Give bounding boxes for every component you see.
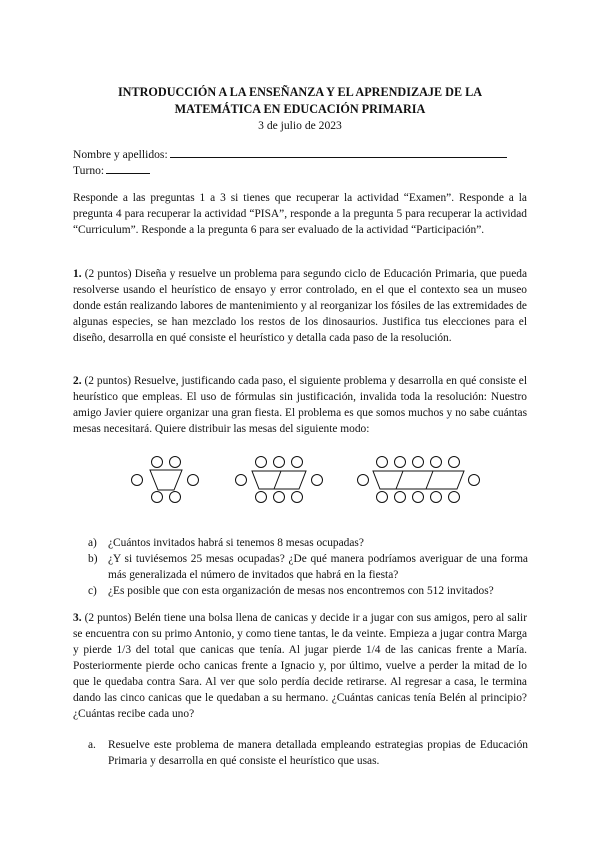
turn-blank-line[interactable] [106,161,150,174]
list-item [88,583,528,599]
turn-field[interactable] [73,161,150,179]
question-2-subquestions [88,535,528,599]
guest-seat [188,475,199,486]
question-2-number: 2. [73,375,82,387]
guest-seat [377,492,388,503]
table-divider [396,471,403,489]
subquestion-text: ¿Cuántos invitados habrá si tenemos 8 mesas ocupadas? [108,537,364,549]
subquestion-text: ¿Y si tuviésemos 25 mesas ocupadas? ¿De qué manera podríamos averiguar de una forma más generalizada el número de invitados que habrá en la fiesta? [108,553,528,581]
guest-seat [274,492,285,503]
list-item [88,551,528,583]
name-label: Nombre y apellidos: [73,148,168,161]
guest-seat [431,492,442,503]
arrangement-3-tables [358,457,480,503]
list-item [88,535,528,551]
table-divider [274,471,281,489]
subquestion-text: ¿Es posible que con esta organización de mesas nos encontremos con 512 invitados? [108,585,494,597]
guest-seat [292,492,303,503]
subquestion-text: Resuelve este problema de manera detallada empleando estrategias propias de Educación Primaria y desarrolla en qué consiste el heurístico que usas. [108,739,528,767]
question-3-subquestions [88,737,528,769]
arrangement-1-table [132,457,199,503]
table-shape [252,471,306,489]
question-3-number: 3. [73,612,82,624]
subquestion-label: a. [88,739,96,751]
guest-seat [292,457,303,468]
title-line-1: INTRODUCCIÓN A LA ENSEÑANZA Y EL APRENDIZAJE DE LA [117,85,483,99]
guest-seat [469,475,480,486]
guest-seat [413,492,424,503]
guest-seat [152,492,163,503]
table-shape [150,470,182,490]
guest-seat [236,475,247,486]
guest-seat [413,457,424,468]
guest-seat [312,475,323,486]
title-line-2: MATEMÁTICA EN EDUCACIÓN PRIMARIA [174,102,426,116]
guest-seat [170,492,181,503]
exam-date: 3 de julio de 2023 [258,119,342,132]
guest-seat [449,457,460,468]
table-arrangement-diagram [120,448,480,510]
guest-seat [132,475,143,486]
question-1 [73,266,527,346]
guest-seat [256,457,267,468]
question-1-text: (2 puntos) Diseña y resuelve un problema para segundo ciclo de Educación Primaria, que pueda resolverse usando el heurístico de ensayo y error controlado, en el que el contexto sea un museo donde están realizando labores de mantenimiento y al reorganizar los fósiles de las extremidades de algunas especies, se han mezclado los restos de los dinosaurios. Justifica tus elecciones para el diseño, desarrolla en qué consiste el heurístico y detalla cada paso de la resolución. [73,268,527,344]
turn-label: Turno: [73,164,105,177]
question-2 [73,373,527,437]
subquestion-label: a) [88,537,97,549]
guest-seat [449,492,460,503]
subquestion-label: b) [88,553,98,565]
guest-seat [170,457,181,468]
table-shape [373,471,464,489]
guest-seat [395,457,406,468]
list-item [88,737,528,769]
guest-seat [431,457,442,468]
guest-seat [395,492,406,503]
arrangement-2-tables [236,457,323,503]
question-3 [73,610,527,722]
table-divider [426,471,433,489]
instructions-paragraph: Responde a las preguntas 1 a 3 si tienes que recuperar la actividad “Examen”. Responde a la pregunta 4 para recuperar la actividad “PISA”, responde a la pregunta 5 para recuperar la actividad “Curriculum”. Responde a la pregunta 6 para ser evaluado de la actividad “Participación”. [73,192,527,236]
guest-seat [256,492,267,503]
question-2-text: (2 puntos) Resuelve, justificando cada paso, el siguiente problema y desarrolla en qué consiste el heurístico que empleas. El uso de fórmulas sin justificación, invalida toda la resolución: Nuestro amigo Javier quiere organizar una gran fiesta. El problema es que somos muchos y no sabe cuántas mesas necesitará. Quiere distribuir las mesas del siguiente modo: [73,375,527,435]
guest-seat [358,475,369,486]
question-3-text: (2 puntos) Belén tiene una bolsa llena de canicas y decide ir a jugar con sus amigos, pero al salir se encuentra con su primo Antonio, y como tiene tantas, le da veinte. Empieza a jugar contra Marga y pierde 1/3 del total que canicas que tenía. Al jugar pierde 1/4 de las canicas frente a María. Posteriormente pierde ocho canicas frente a Ignacio y, por último, vuelve a perder la mitad de lo que le quedaba contra Sara. Al ver que solo perdía decide retirarse. Al regresar a casa, le termina dando las cinco canicas que le quedaban a su hermano. ¿Cuántas canicas tenía Belén al principio? ¿Cuántas recibe cada uno? [73,612,527,720]
subquestion-label: c) [88,585,97,597]
exam-title [60,84,540,118]
name-blank-line[interactable] [170,145,507,158]
guest-seat [377,457,388,468]
guest-seat [152,457,163,468]
guest-seat [274,457,285,468]
question-1-number: 1. [73,268,82,280]
